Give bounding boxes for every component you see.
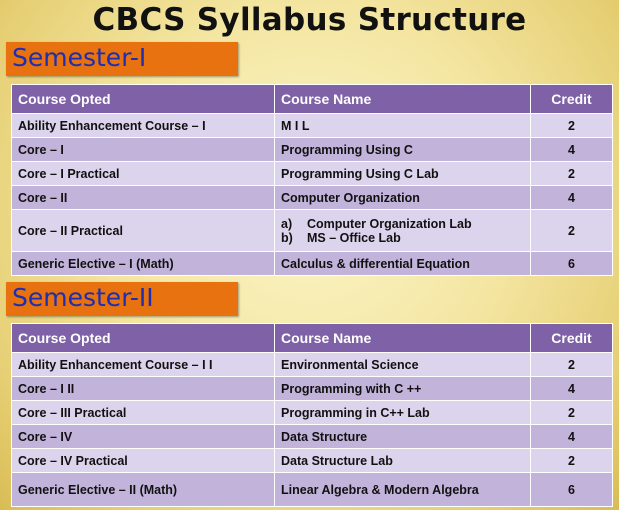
credit-cell: 2: [531, 449, 613, 473]
semester-2-table: [11, 323, 613, 507]
course-name-cell: Environmental Science: [275, 353, 531, 377]
semester-1-label: Semester-I: [12, 43, 147, 72]
course-opted-cell: Ability Enhancement Course – I: [12, 114, 275, 138]
course-opted-cell: Generic Elective – II (Math): [12, 473, 275, 507]
table-row: [12, 162, 613, 186]
semester-1-banner: [6, 42, 238, 76]
credit-cell: 2: [531, 353, 613, 377]
table-row: [12, 186, 613, 210]
list-item-text: Computer Organization Lab: [307, 216, 472, 231]
course-opted-cell: Core – IV: [12, 425, 275, 449]
course-name-cell: Data Structure Lab: [275, 449, 531, 473]
column-header-course-opted: Course Opted: [12, 85, 275, 114]
course-opted-cell: Ability Enhancement Course – I I: [12, 353, 275, 377]
course-name-cell: Programming Using C Lab: [275, 162, 531, 186]
table-row: [12, 425, 613, 449]
credit-cell: 2: [531, 162, 613, 186]
course-name-cell: Data Structure: [275, 425, 531, 449]
table-header-row: [12, 324, 613, 353]
column-header-course-name: Course Name: [275, 85, 531, 114]
course-name-cell: Linear Algebra & Modern Algebra: [275, 473, 531, 507]
table-row: [12, 473, 613, 507]
table-row: [12, 252, 613, 276]
course-name-cell: Calculus & differential Equation: [275, 252, 531, 276]
credit-cell: 6: [531, 473, 613, 507]
course-opted-cell: Core – IV Practical: [12, 449, 275, 473]
credit-cell: 4: [531, 138, 613, 162]
semester-2-label: Semester-II: [12, 283, 154, 312]
list-marker: b): [281, 230, 293, 245]
course-name-cell: [275, 210, 531, 252]
course-name-cell: Programming with C ++: [275, 377, 531, 401]
course-opted-cell: Core – I: [12, 138, 275, 162]
list-item: [281, 231, 530, 245]
credit-cell: 2: [531, 210, 613, 252]
course-opted-cell: Core – III Practical: [12, 401, 275, 425]
table-row: [12, 401, 613, 425]
column-header-credit: Credit: [531, 85, 613, 114]
page-title: CBCS Syllabus Structure: [92, 2, 527, 38]
table-row: [12, 138, 613, 162]
table-row: [12, 353, 613, 377]
course-opted-cell: Generic Elective – I (Math): [12, 252, 275, 276]
credit-cell: 4: [531, 425, 613, 449]
credit-cell: 2: [531, 114, 613, 138]
credit-cell: 2: [531, 401, 613, 425]
table-row: [12, 377, 613, 401]
list-item-text: MS – Office Lab: [307, 230, 401, 245]
course-name-list: [281, 217, 530, 245]
credit-cell: 4: [531, 186, 613, 210]
course-name-cell: Computer Organization: [275, 186, 531, 210]
semester-2-banner: [6, 282, 238, 316]
column-header-course-name: Course Name: [275, 324, 531, 353]
table-header-row: [12, 85, 613, 114]
course-name-cell: Programming Using C: [275, 138, 531, 162]
credit-cell: 6: [531, 252, 613, 276]
course-opted-cell: Core – I Practical: [12, 162, 275, 186]
course-name-cell: M I L: [275, 114, 531, 138]
column-header-credit: Credit: [531, 324, 613, 353]
table-row: [12, 114, 613, 138]
course-opted-cell: Core – I II: [12, 377, 275, 401]
table-row: [12, 449, 613, 473]
course-opted-cell: Core – II Practical: [12, 210, 275, 252]
semester-1-table: [11, 84, 613, 276]
course-name-cell: Programming in C++ Lab: [275, 401, 531, 425]
list-marker: a): [281, 216, 293, 231]
course-opted-cell: Core – II: [12, 186, 275, 210]
credit-cell: 4: [531, 377, 613, 401]
list-item: [281, 217, 530, 231]
table-row: [12, 210, 613, 252]
column-header-course-opted: Course Opted: [12, 324, 275, 353]
